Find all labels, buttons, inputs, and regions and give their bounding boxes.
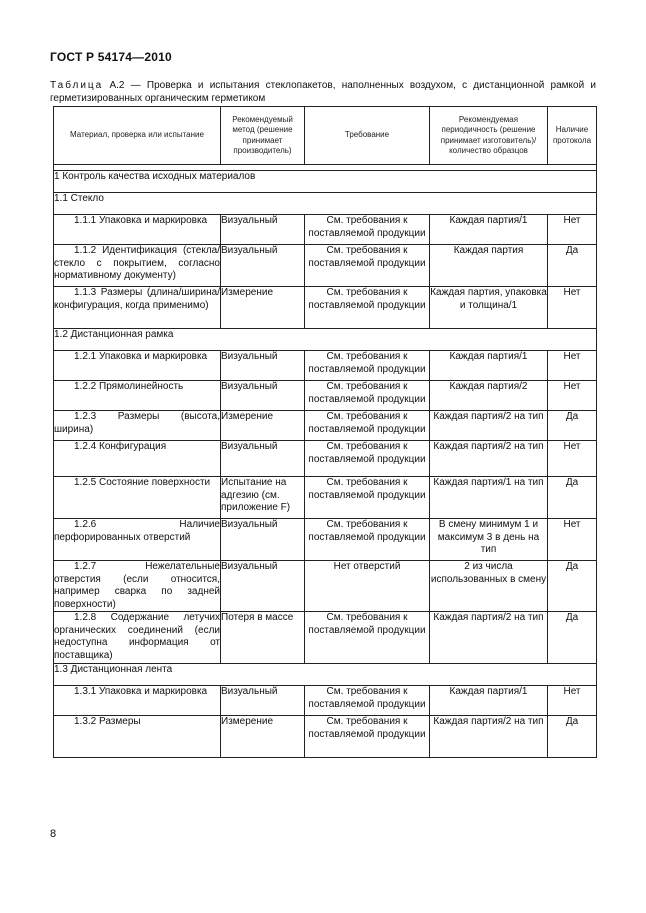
cell-material: 1.2.6 Наличие перфорированных отверстий <box>54 519 221 561</box>
cell-method: Измерение <box>221 287 305 329</box>
cell-material: 1.3.1 Упаковка и маркировка <box>54 686 221 716</box>
table-row <box>54 351 597 381</box>
section-title: 1.3 Дистанционная лента <box>54 664 597 686</box>
section-title: 1 Контроль качества исходных материалов <box>54 171 597 193</box>
cell-method: Визуальный <box>221 561 305 612</box>
cell-protocol: Да <box>548 245 597 287</box>
cell-periodicity: Каждая партия/2 на тип <box>430 612 548 664</box>
cell-protocol: Да <box>548 716 597 758</box>
section-row <box>54 193 597 215</box>
table-row <box>54 215 597 245</box>
cell-requirement: См. требования к поставляемой продукции <box>305 716 430 758</box>
table-row <box>54 287 597 329</box>
document-header: ГОСТ Р 54174—2010 <box>50 50 172 64</box>
cell-requirement: См. требования к поставляемой продукции <box>305 245 430 287</box>
cell-protocol: Да <box>548 612 597 664</box>
cell-periodicity: 2 из числа использованных в смену <box>430 561 548 612</box>
cell-protocol: Нет <box>548 686 597 716</box>
cell-protocol: Нет <box>548 287 597 329</box>
cell-requirement: Нет отверстий <box>305 561 430 612</box>
cell-protocol: Да <box>548 561 597 612</box>
cell-method: Потеря в массе <box>221 612 305 664</box>
section-row <box>54 171 597 193</box>
cell-method: Визуальный <box>221 381 305 411</box>
cell-protocol: Нет <box>548 215 597 245</box>
table-row <box>54 411 597 441</box>
table-row <box>54 716 597 758</box>
section-row <box>54 329 597 351</box>
cell-method: Визуальный <box>221 519 305 561</box>
table-row <box>54 519 597 561</box>
cell-periodicity: Каждая партия/2 на тип <box>430 411 548 441</box>
cell-periodicity: Каждая партия/1 <box>430 215 548 245</box>
cell-material: 1.2.4 Конфигурация <box>54 441 221 477</box>
cell-method: Измерение <box>221 716 305 758</box>
table-caption <box>50 79 596 105</box>
cell-material: 1.2.5 Состояние поверхности <box>54 477 221 519</box>
cell-requirement: См. требования к поставляемой продукции <box>305 351 430 381</box>
table-body <box>54 171 597 758</box>
cell-method: Визуальный <box>221 441 305 477</box>
cell-material: 1.1.3 Размеры (длина/ширина/конфигурация, когда применимо) <box>54 287 221 329</box>
table-row <box>54 686 597 716</box>
table-row <box>54 245 597 287</box>
cell-protocol: Нет <box>548 381 597 411</box>
cell-material: 1.2.3 Размеры (высота, ширина) <box>54 411 221 441</box>
caption-number: А.2 <box>109 80 125 91</box>
section-title: 1.1 Стекло <box>54 193 597 215</box>
col-header-periodicity: Рекомендуемая периодичность (решение принимает изготовитель)/количество образцов <box>430 107 548 165</box>
cell-protocol: Да <box>548 411 597 441</box>
col-header-method: Рекомендуемый метод (решение принимает производитель) <box>221 107 305 165</box>
cell-method: Испытание на адгезию (см. приложение F) <box>221 477 305 519</box>
cell-material: 1.1.1 Упаковка и маркировка <box>54 215 221 245</box>
cell-material: 1.1.2 Идентификация (стекла/стекло с покрытием, согласно нормативному документу) <box>54 245 221 287</box>
table-row <box>54 381 597 411</box>
inspection-table <box>53 106 597 758</box>
cell-periodicity: В смену минимум 1 и максимум 3 в день на тип <box>430 519 548 561</box>
cell-requirement: См. требования к поставляемой продукции <box>305 411 430 441</box>
cell-material: 1.2.7 Нежелательные отверстия (если относится, например сварка по задней поверхности) <box>54 561 220 610</box>
cell-periodicity: Каждая партия/2 <box>430 381 548 411</box>
cell-material: 1.3.2 Размеры <box>54 716 221 758</box>
col-header-material: Материал, проверка или испытание <box>54 107 221 165</box>
cell-method: Визуальный <box>221 215 305 245</box>
cell-method: Визуальный <box>221 351 305 381</box>
cell-periodicity: Каждая партия, упаковка и толщина/1 <box>430 287 548 329</box>
cell-requirement: См. требования к поставляемой продукции <box>305 215 430 245</box>
cell-material: 1.2.2 Прямолинейность <box>54 381 221 411</box>
cell-requirement: См. требования к поставляемой продукции <box>305 612 430 664</box>
cell-requirement: См. требования к поставляемой продукции <box>305 441 430 477</box>
cell-method: Визуальный <box>221 245 305 287</box>
cell-requirement: См. требования к поставляемой продукции <box>305 287 430 329</box>
table-row <box>54 612 597 664</box>
cell-periodicity: Каждая партия/1 <box>430 351 548 381</box>
cell-protocol: Нет <box>548 519 597 561</box>
cell-periodicity: Каждая партия <box>430 245 548 287</box>
cell-protocol: Да <box>548 477 597 519</box>
table-row <box>54 477 597 519</box>
table-row <box>54 561 597 612</box>
cell-requirement: См. требования к поставляемой продукции <box>305 519 430 561</box>
cell-periodicity: Каждая партия/1 <box>430 686 548 716</box>
page-number: 8 <box>50 828 57 840</box>
table-row <box>54 441 597 477</box>
cell-periodicity: Каждая партия/2 на тип <box>430 441 548 477</box>
cell-periodicity: Каждая партия/2 на тип <box>430 716 548 758</box>
caption-label: Таблица <box>50 80 104 91</box>
col-header-requirement: Требование <box>305 107 430 165</box>
section-title: 1.2 Дистанционная рамка <box>54 329 597 351</box>
cell-method: Измерение <box>221 411 305 441</box>
caption-text: — Проверка и испытания стеклопакетов, наполненных воздухом, с дистанционной рамкой и герметизированных органическим герметиком <box>50 80 596 104</box>
cell-requirement: См. требования к поставляемой продукции <box>305 477 430 519</box>
section-row <box>54 664 597 686</box>
cell-protocol: Нет <box>548 441 597 477</box>
cell-protocol: Нет <box>548 351 597 381</box>
cell-material: 1.2.1 Упаковка и маркировка <box>54 351 221 381</box>
col-header-protocol: Наличие протокола <box>548 107 597 165</box>
cell-periodicity: Каждая партия/1 на тип <box>430 477 548 519</box>
cell-requirement: См. требования к поставляемой продукции <box>305 381 430 411</box>
header-row <box>54 107 597 165</box>
cell-requirement: См. требования к поставляемой продукции <box>305 686 430 716</box>
cell-material: 1.2.8 Содержание летучих органических соединений (если недоступна информация от поставщика) <box>54 612 221 664</box>
cell-method: Визуальный <box>221 686 305 716</box>
